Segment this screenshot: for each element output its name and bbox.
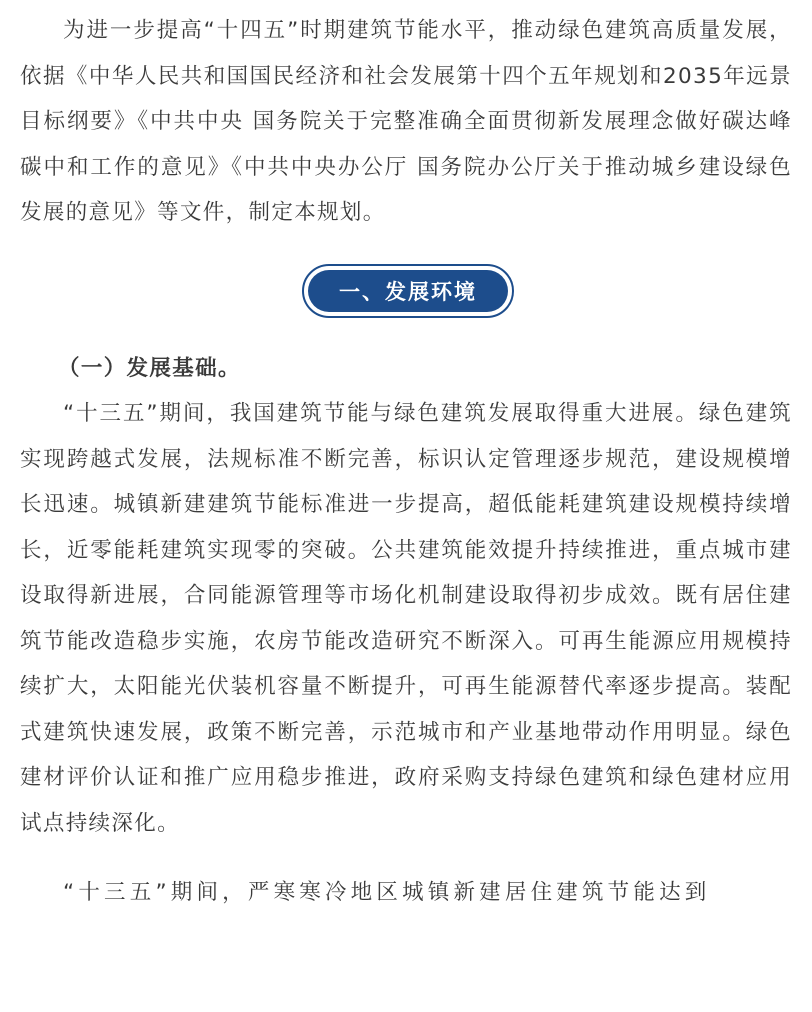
- subsection-heading: （一）发展基础。: [58, 355, 241, 381]
- body-paragraph-1: “十三五”期间，我国建筑节能与绿色建筑发展取得重大进展。绿色建筑实现跨越式发展，法规标准不断完善，标识认定管理逐步规范，建设规模增长迅速。城镇新建建筑节能标准进一步提高，超低能耗建筑建设规模持续增长，近零能耗建筑实现零的突破。公共建筑能效提升持续推进，重点城市建设取得新进展，合同能源管理等市场化机制建设取得初步成效。既有居住建筑节能改造稳步实施，农房节能改造研究不断深入。可再生能源应用规模持续扩大，太阳能光伏装机容量不断提升，可再生能源替代率逐步提高。装配式建筑快速发展，政策不断完善，示范城市和产业基地带动作用明显。绿色建材评价认证和推广应用稳步推进，政府采购支持绿色建筑和绿色建材应用试点持续深化。: [20, 401, 792, 836]
- section-header: [20, 236, 792, 346]
- paragraph-gap: [20, 846, 792, 870]
- intro-paragraph: 为进一步提高“十四五”时期建筑节能水平，推动绿色建筑高质量发展，依据《中华人民共和国国民经济和社会发展第十四个五年规划和2035年远景目标纲要》《中共中央 国务院关于完整准确全面贯彻新发展理念做好碳达峰碳中和工作的意见》《中共中央办公厅 国务院办公厅关于推动城乡建设绿色发展的意见》等文件，制定本规划。: [20, 18, 792, 225]
- section-title: 一、发展环境: [339, 279, 477, 304]
- section-badge-fill: [308, 270, 508, 312]
- body-paragraph-2: “十三五”期间，严寒寒冷地区城镇新建居住建筑节能达到: [63, 880, 711, 905]
- section-badge: [302, 264, 514, 318]
